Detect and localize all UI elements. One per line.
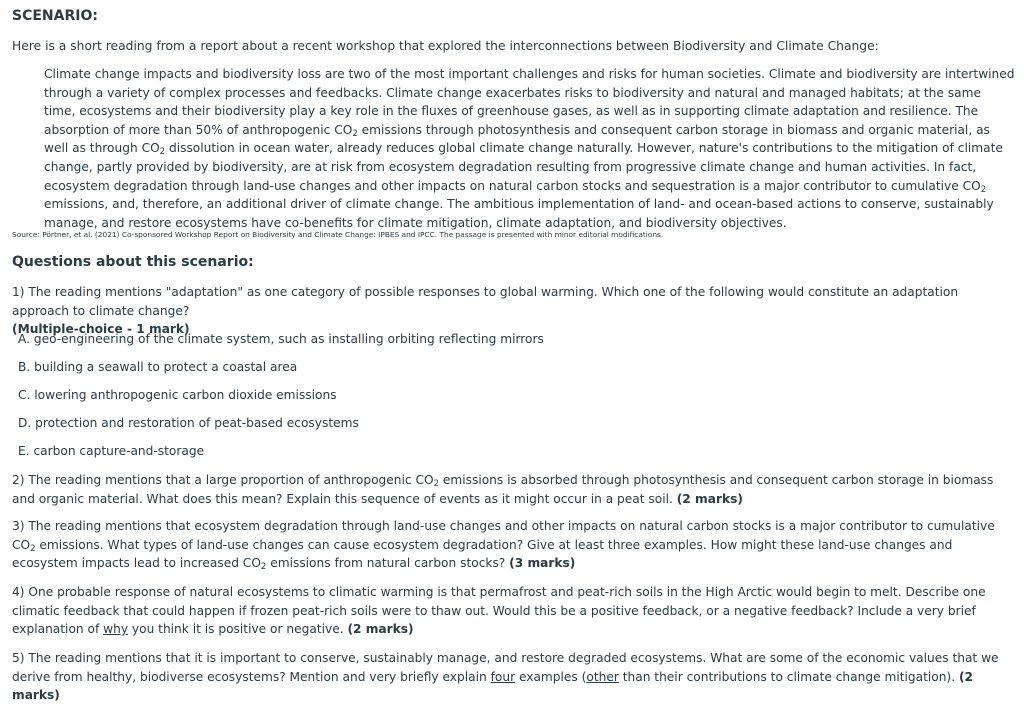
option-b[interactable]: B. building a seawall to protect a coastal area [18,360,298,374]
subscript-2: 2 [980,184,987,195]
questions-heading: Questions about this scenario: [12,254,254,270]
question-5-emphasis: other [586,669,619,684]
question-3-text: emissions. What types of land-use changes can cause ecosystem degradation? Give at least three examples. How might these land-use changes and ecosystem impacts lead to increased CO [12,537,953,571]
question-5-text: examples ( [515,669,587,684]
question-3-marks: (3 marks) [509,556,576,571]
subscript-2: 2 [260,562,267,573]
scenario-heading: SCENARIO: [12,8,98,24]
question-2-text: 2) The reading mentions that a large proportion of anthropogenic CO [12,473,434,487]
question-2-text: emissions is absorbed through photosynthesis and consequent carbon storage in biomass and organic material. What does this mean? Explain this sequence of events as it might occur in a peat soil. [12,473,994,506]
question-3-text: 3) The reading mentions that ecosystem degradation through land-use changes and other impacts on natural carbon stocks is a major contributor to cumulative CO [12,519,995,552]
option-c[interactable]: C. lowering anthropogenic carbon dioxide emissions [18,388,337,402]
question-1-marks: (Multiple-choice - 1 mark) [12,322,190,337]
quote-part: emissions, and, therefore, an additional driver of climate change. The ambitious implementation of land- and ocean-based actions to conserve, sustainably manage, and restore ecosystems have co-benefits for climate mitigation, climate adaptation, and biodiversity objectives. [44,197,994,230]
intro-text: Here is a short reading from a report about a recent workshop that explored the interconnections between Biodiversity and Climate Change: [12,39,879,53]
question-3-text: emissions from natural carbon stocks? [266,556,510,571]
option-d[interactable]: D. protection and restoration of peat-based ecosystems [18,416,359,430]
quote-part: dissolution in ocean water, already reduces global climate change naturally. However, nature's contributions to the mitigation of climate change, partly provided by biodiversity, are at risk from ecosystem degradation resulting from progressive climate change and human activities. In fact, ecosystem degradation through land-use changes and other impacts on natural carbon stocks and sequestration is a major contributor to cumulative CO [44,141,1003,193]
option-a[interactable]: A. geo-engineering of the climate system, such as installing orbiting reflecting mirrors [18,332,544,346]
question-3 [12,517,1016,573]
question-5-text: 5) The reading mentions that it is important to conserve, sustainably manage, and restore degraded ecosystems. What are some of the economic values that we derive from healthy, biodiverse ecosystems? Mention and very briefly explain [12,651,999,684]
quoted-passage [44,65,1016,232]
question-4 [12,583,1016,639]
option-e[interactable]: E. carbon capture-and-storage [18,444,205,458]
question-5-emphasis: four [490,669,516,684]
question-5 [12,649,1016,705]
question-5-text: than their contributions to climate change mitigation). [618,669,959,684]
question-4-marks: (2 marks) [347,622,414,637]
quote-part: emissions through photosynthesis and consequent carbon storage in biomass and organic material, as well as through CO [44,122,990,156]
question-2 [12,471,1016,508]
question-5-marks: (2 marks) [12,669,973,703]
subscript-2: 2 [352,128,358,139]
subscript-2: 2 [159,147,166,158]
question-4-emphasis: why [103,622,129,637]
subscript-2: 2 [433,479,439,489]
question-4-text: you think it is positive or negative. [128,622,348,637]
quote-part: Climate change impacts and biodiversity loss are two of the most important challenges and risks for human societies. Climate and biodiversity are intertwined through a variety of complex processes and feedbacks. Climate change exacerbates risks to biodiversity and natural and managed habitats; at the same time, ecosystems and their biodiversity play a key role in the fluxes of greenhouse gases, as well as in supporting climate adaptation and resilience. The absorption of more than 50% of anthropogenic CO [44,67,1015,137]
question-1 [12,283,1016,339]
question-2-marks: (2 marks) [676,491,743,506]
question-1-text: 1) The reading mentions "adaptation" as one category of possible responses to global warming. Which one of the following would constitute an adaptation approach to climate change? [12,285,959,318]
subscript-2: 2 [30,543,36,554]
source-citation: Source: Pörtner, et al. (2021) Co-sponsored Workshop Report on Biodiversity and Climate Change: IPBES and IPCC. The passage is presented with minor editorial modifications. [12,230,664,239]
question-4-text: 4) One probable response of natural ecosystems to climatic warming is that permafrost and peat-rich soils in the High Arctic would begin to melt. Describe one climatic feedback that could happen if frozen peat-rich soils were to thaw out. Would this be a positive feedback, or a negative feedback? Include a very brief explanation of [12,585,986,637]
